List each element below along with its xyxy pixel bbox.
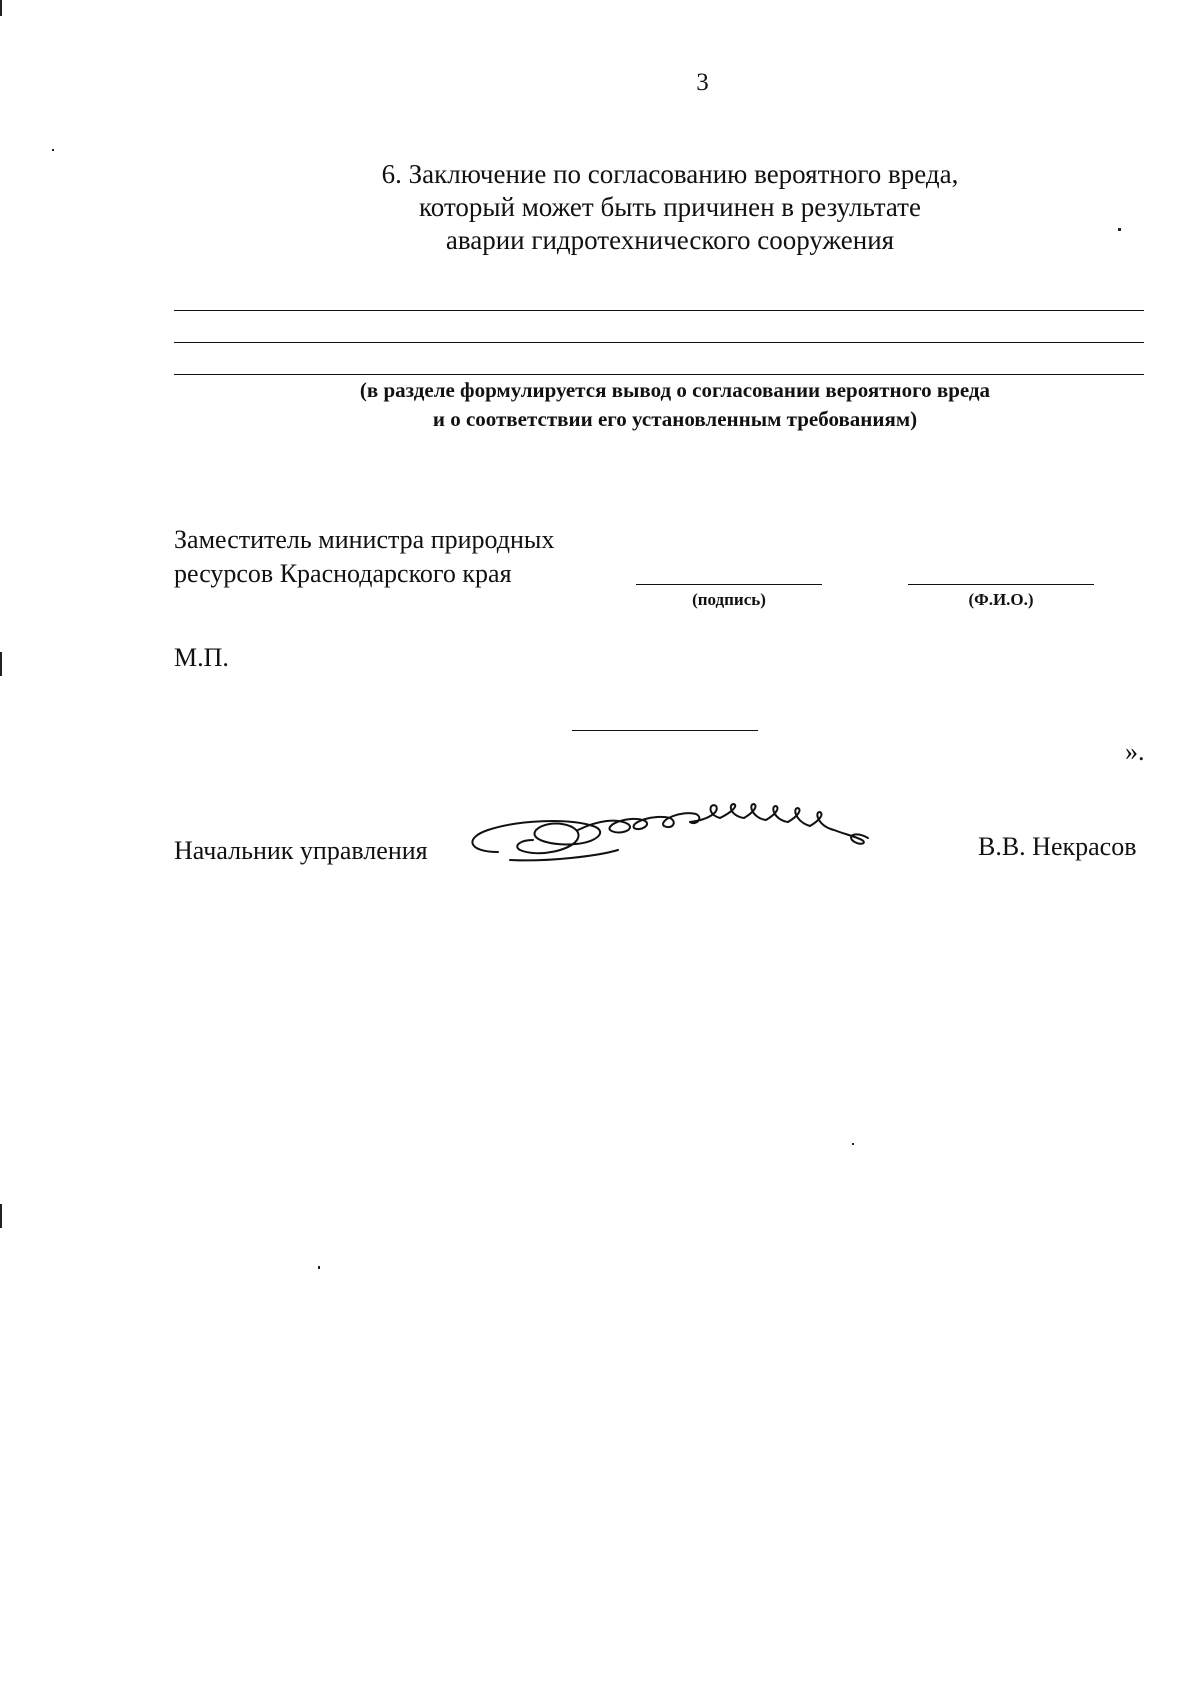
closing-quote: ».: [1125, 737, 1145, 766]
section-heading-line: 6. Заключение по согласованию вероятного вреда,: [381, 159, 959, 189]
handwritten-signature: [458, 800, 908, 870]
stamp-place-label: М.П.: [174, 643, 229, 672]
section-heading-line: который может быть причинен в результате: [419, 192, 921, 222]
full-name-line: [908, 584, 1094, 585]
conclusion-line-1: [174, 310, 1144, 311]
date-line: [572, 730, 758, 731]
signature-line: [636, 584, 822, 585]
conclusion-line-3: [174, 374, 1144, 375]
scan-dust: [52, 149, 54, 151]
scan-dust: [852, 1143, 854, 1145]
conclusion-hint: [300, 376, 1050, 434]
signer-position-line: Заместитель министра природных: [174, 525, 555, 554]
scan-mark: [0, 652, 2, 676]
scan-dust: [1118, 228, 1121, 231]
section-heading-line: аварии гидротехнического сооружения: [445, 225, 895, 255]
signer-position: [174, 523, 554, 591]
signature-caption: (подпись): [692, 590, 766, 609]
scan-mark: [0, 1204, 2, 1228]
section-heading: [330, 158, 1010, 257]
conclusion-hint-line: (в разделе формулируется вывод о согласовании вероятного вреда: [359, 378, 991, 402]
conclusion-hint-line: и о соответствии его установленным требованиям): [432, 407, 918, 431]
full-name-caption: (Ф.И.О.): [968, 590, 1034, 609]
scan-dust: [318, 1266, 320, 1269]
conclusion-line-2: [174, 342, 1144, 343]
head-title: Начальник управления: [174, 836, 428, 865]
scan-mark: [0, 0, 2, 16]
page-number: 3: [696, 69, 709, 96]
signer-position-line: ресурсов Краснодарского края: [174, 559, 512, 588]
head-name: В.В. Некрасов: [978, 832, 1137, 861]
